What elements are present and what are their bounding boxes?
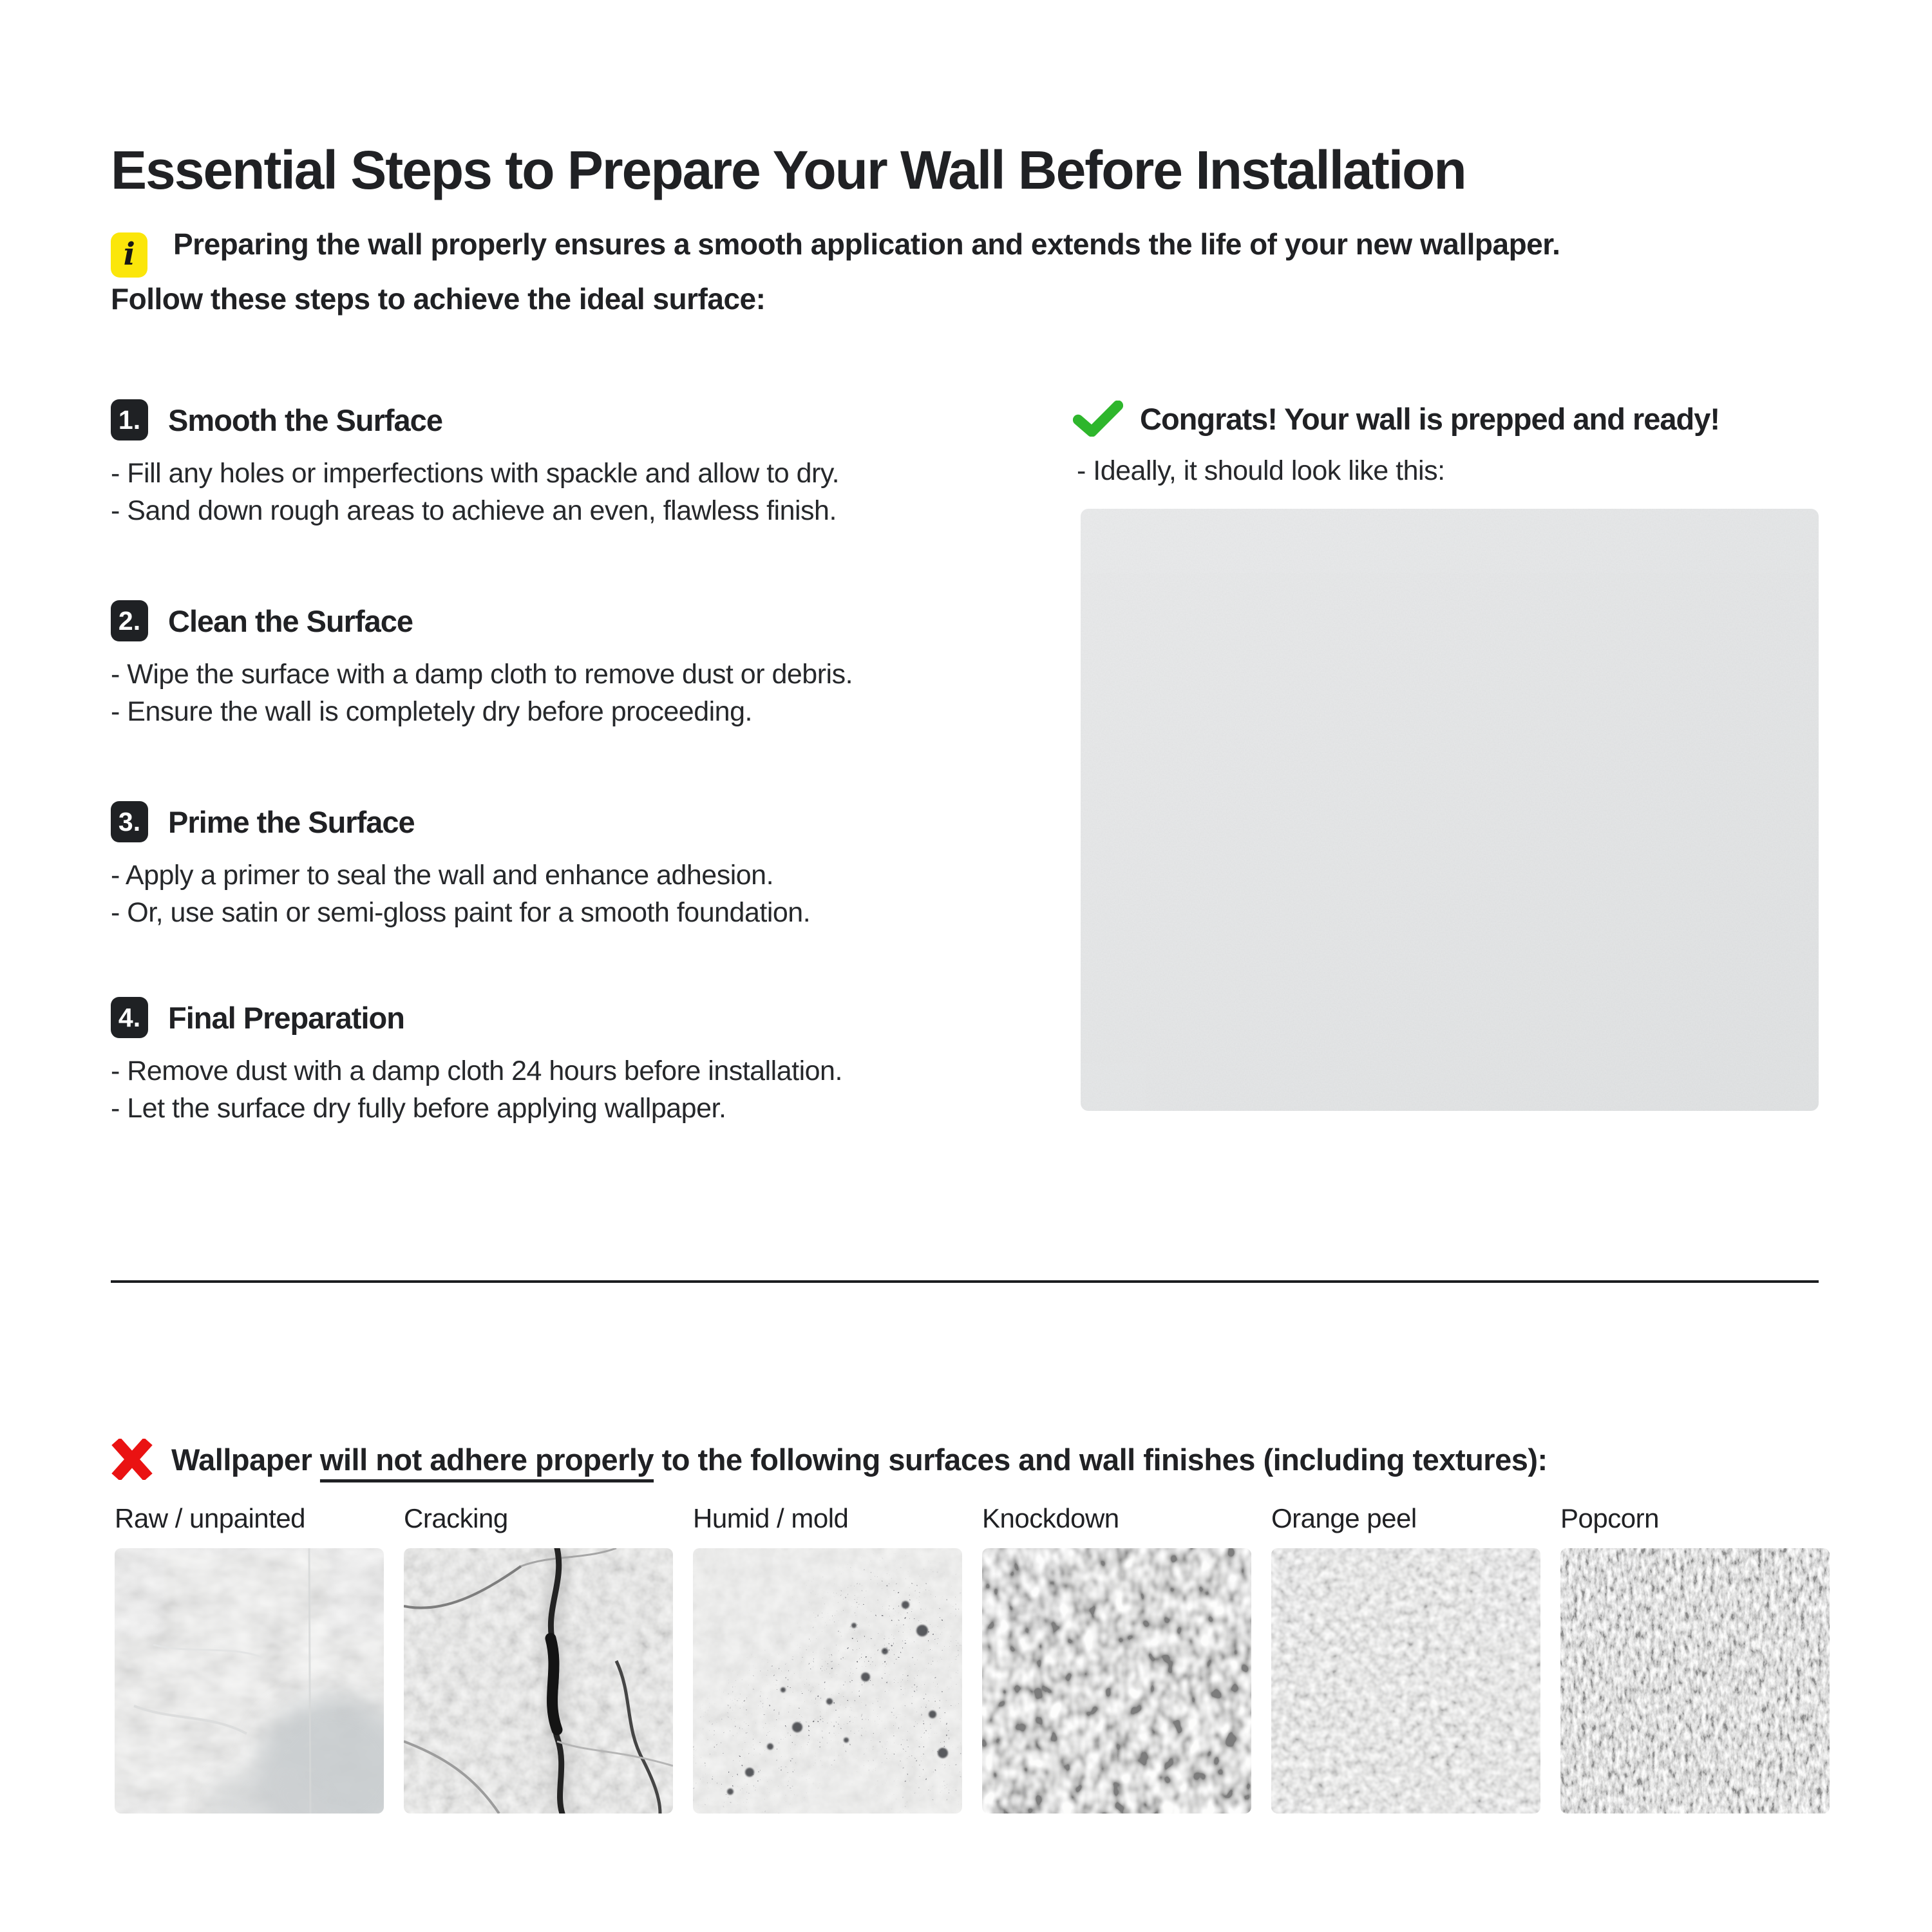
step-bullet: - Let the surface dry fully before applying wallpaper. xyxy=(111,1093,726,1124)
success-note xyxy=(1073,401,1878,489)
check-icon xyxy=(1073,401,1123,437)
warning-suffix: to the following surfaces and wall finishes (including textures): xyxy=(654,1442,1548,1477)
surface-humid-mold xyxy=(693,1503,962,1534)
warning-text xyxy=(171,1442,1548,1477)
surface-texture-image xyxy=(115,1548,384,1814)
prepared-wall-image xyxy=(1081,509,1819,1111)
step-1 xyxy=(111,399,1025,529)
surface-label: Humid / mold xyxy=(693,1503,849,1533)
surface-cracking xyxy=(404,1503,673,1534)
step-bullet: - Fill any holes or imperfections with spackle and allow to dry. xyxy=(111,458,840,489)
step-number-badge: 4. xyxy=(111,997,148,1038)
surface-texture-image xyxy=(982,1548,1251,1814)
surface-orange-peel xyxy=(1271,1503,1540,1534)
surface-texture-image xyxy=(404,1548,673,1814)
step-bullet: - Ensure the wall is completely dry before proceeding. xyxy=(111,696,752,727)
step-bullet: - Apply a primer to seal the wall and enhance adhesion. xyxy=(111,860,774,891)
step-bullet: - Wipe the surface with a damp cloth to remove dust or debris. xyxy=(111,659,853,690)
success-subtitle: - Ideally, it should look like this: xyxy=(1077,455,1445,486)
warning-underlined: will not adhere properly xyxy=(319,1442,654,1477)
surface-knockdown xyxy=(982,1503,1251,1534)
step-2 xyxy=(111,600,1025,730)
step-bullet: - Sand down rough areas to achieve an even, flawless finish. xyxy=(111,495,837,526)
step-number-badge: 1. xyxy=(111,399,148,440)
surface-label: Cracking xyxy=(404,1503,508,1533)
info-icon: i xyxy=(111,232,147,278)
step-4 xyxy=(111,997,1025,1127)
step-number-badge: 2. xyxy=(111,600,148,641)
surface-texture-image xyxy=(1271,1548,1540,1814)
intro-note xyxy=(111,223,1888,321)
intro-text-line1: Preparing the wall properly ensures a smooth application and extends the life of your new wallpaper. xyxy=(173,227,1560,261)
surface-label: Popcorn xyxy=(1560,1503,1659,1533)
step-3 xyxy=(111,801,1025,931)
surface-label: Knockdown xyxy=(982,1503,1119,1533)
warning-note xyxy=(111,1439,1548,1480)
step-number-badge: 3. xyxy=(111,801,148,842)
error-x-icon xyxy=(111,1439,153,1480)
surface-label: Raw / unpainted xyxy=(115,1503,306,1533)
surface-popcorn xyxy=(1560,1503,1830,1534)
step-bullet: - Remove dust with a damp cloth 24 hours before installation. xyxy=(111,1056,842,1086)
surface-raw-unpainted xyxy=(115,1503,384,1534)
intro-text-line2: Follow these steps to achieve the ideal surface: xyxy=(111,281,766,316)
section-divider xyxy=(111,1280,1819,1283)
step-title: Clean the Surface xyxy=(168,603,413,638)
step-title: Final Preparation xyxy=(168,1000,404,1035)
surface-label: Orange peel xyxy=(1271,1503,1417,1533)
page-title: Essential Steps to Prepare Your Wall Before Installation xyxy=(111,140,1466,201)
step-title: Prime the Surface xyxy=(168,804,415,839)
step-title: Smooth the Surface xyxy=(168,402,442,437)
surface-texture-image xyxy=(693,1548,962,1814)
surface-texture-image xyxy=(1560,1548,1830,1814)
step-bullet: - Or, use satin or semi-gloss paint for a smooth foundation. xyxy=(111,897,811,928)
warning-prefix: Wallpaper xyxy=(171,1442,320,1477)
success-title: Congrats! Your wall is prepped and ready! xyxy=(1140,401,1720,436)
